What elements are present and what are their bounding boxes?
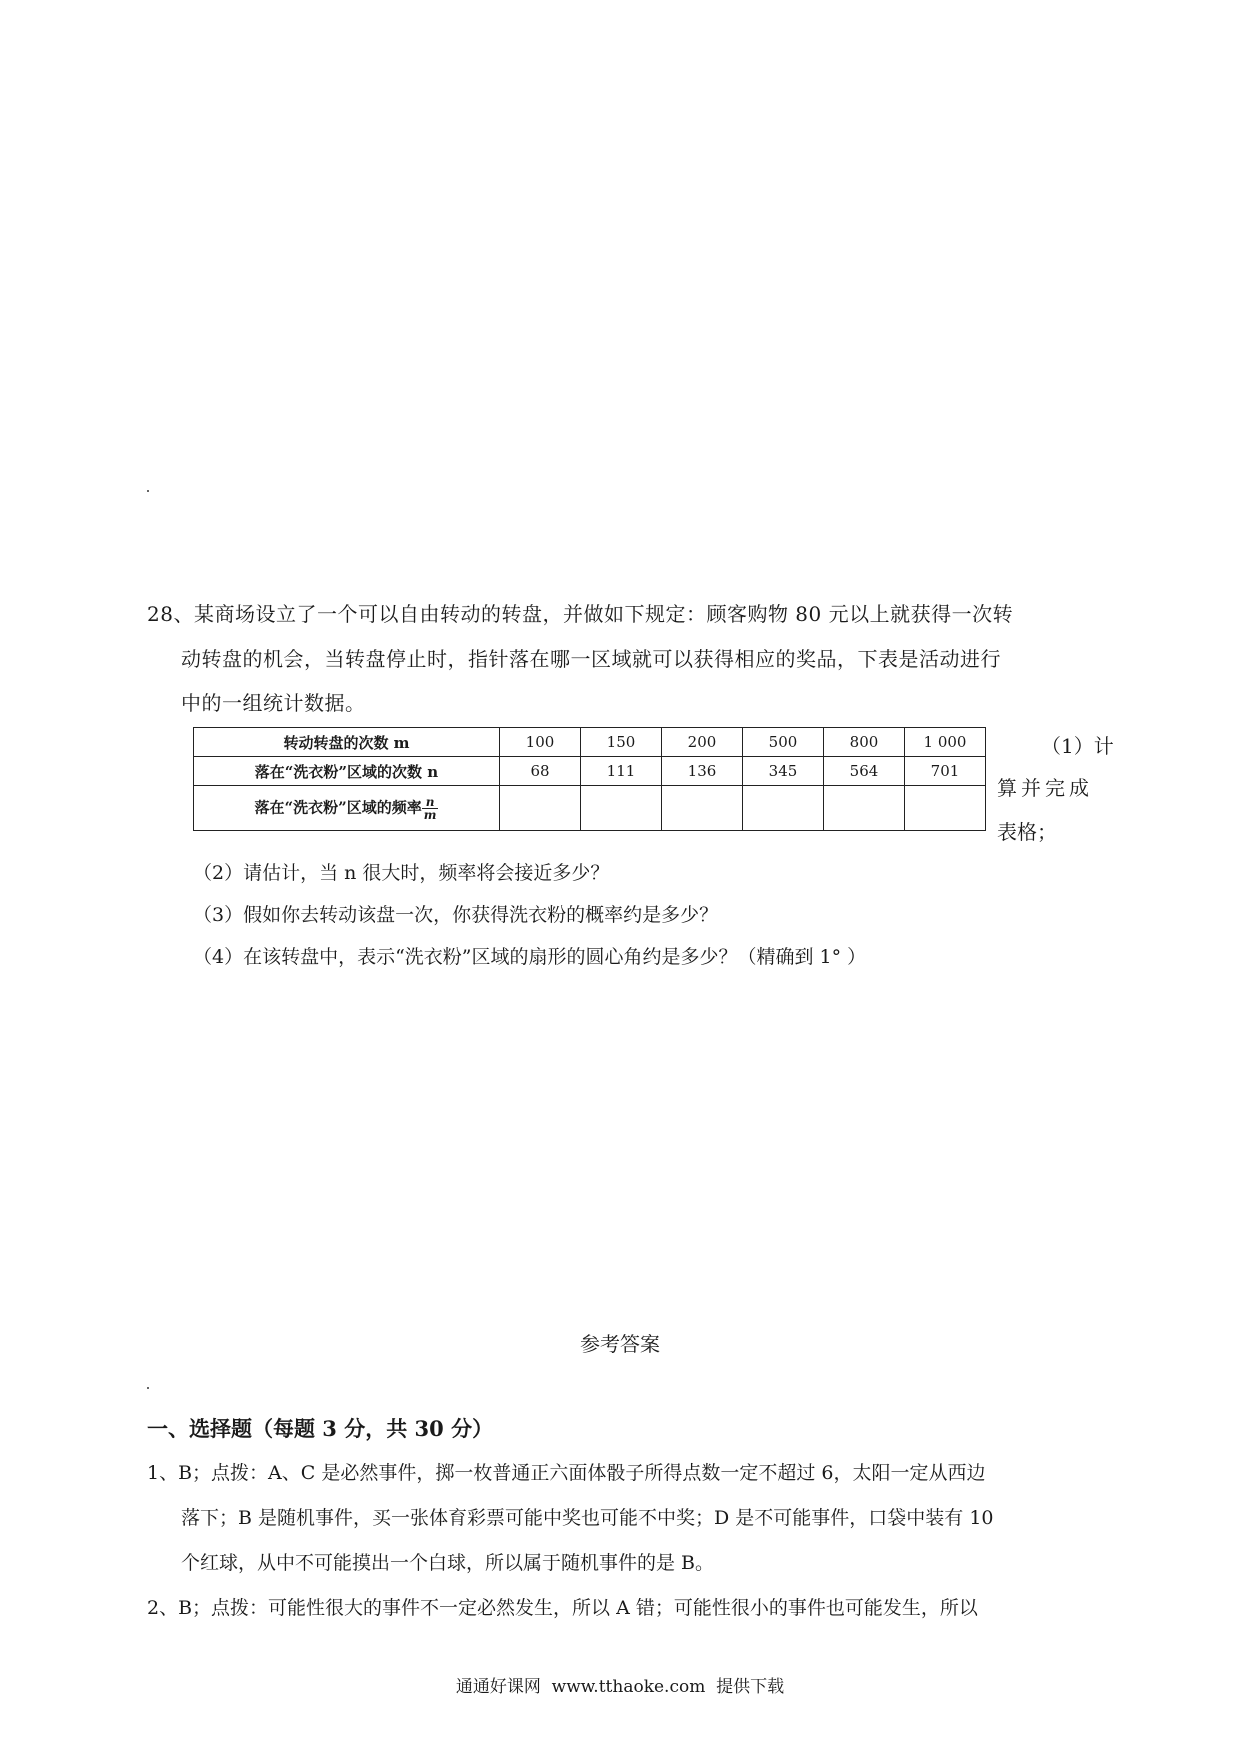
table-cell: 800 <box>824 728 905 757</box>
subquestion-4: （4）在该转盘中，表示“洗衣粉”区域的扇形的圆心角约是多少？（精确到 1° ） <box>193 946 867 968</box>
table-row <box>194 757 986 786</box>
fraction-numerator: n <box>422 796 439 809</box>
empty-cell <box>824 786 905 831</box>
fraction-denominator: m <box>423 807 437 822</box>
empty-cell <box>662 786 743 831</box>
table-cell: 500 <box>743 728 824 757</box>
side-note-line-2: 算并完成 <box>997 776 1093 800</box>
answer-1-line-3: 个红球，从中不可能摸出一个白球，所以属于随机事件的是 B。 <box>181 1552 715 1574</box>
answers-title: 参考答案 <box>580 1332 660 1356</box>
table-cell: 200 <box>662 728 743 757</box>
footer-credit: 通通好课网 www.tthaoke.com 提供下载 <box>455 1677 785 1697</box>
answer-1-line-1: 1、B；点拨：A、C 是必然事件，掷一枚普通正六面体骰子所得点数一定不超过 6，太阳一定从西边 <box>147 1462 986 1484</box>
table-row <box>194 728 986 757</box>
side-note-line-3: 表格； <box>997 820 1057 844</box>
row-label-hits: 落在“洗衣粉”区域的次数 n <box>194 757 500 786</box>
fraction-n-over-m <box>422 796 439 821</box>
table-cell: 1 000 <box>905 728 986 757</box>
question-28-line-1: 28、某商场设立了一个可以自由转动的转盘，并做如下规定：顾客购物 80 元以上就获得一次转 <box>147 602 1014 626</box>
frequency-label-text: 落在“洗衣粉”区域的频率 <box>254 798 422 816</box>
statistics-table <box>193 727 986 831</box>
table-cell: 345 <box>743 757 824 786</box>
scan-speck <box>147 490 149 492</box>
empty-cell <box>581 786 662 831</box>
section-1-heading: 一、选择题（每题 3 分，共 30 分） <box>147 1416 494 1441</box>
table-cell: 111 <box>581 757 662 786</box>
empty-cell <box>905 786 986 831</box>
subquestion-3: （3）假如你去转动该盘一次，你获得洗衣粉的概率约是多少？ <box>193 904 719 926</box>
table-row <box>194 786 986 831</box>
row-label-spins: 转动转盘的次数 m <box>194 728 500 757</box>
scan-speck <box>147 1387 149 1389</box>
table-cell: 150 <box>581 728 662 757</box>
row-label-frequency <box>194 786 500 831</box>
table-cell: 564 <box>824 757 905 786</box>
answer-1-line-2: 落下；B 是随机事件，买一张体育彩票可能中奖也可能不中奖；D 是不可能事件，口袋中装有 10 <box>181 1507 994 1529</box>
table-cell: 68 <box>500 757 581 786</box>
empty-cell <box>500 786 581 831</box>
table-cell: 701 <box>905 757 986 786</box>
question-28-line-3: 中的一组统计数据。 <box>181 691 366 715</box>
empty-cell <box>743 786 824 831</box>
table-cell: 100 <box>500 728 581 757</box>
table-cell: 136 <box>662 757 743 786</box>
answer-2-line-1: 2、B；点拨：可能性很大的事件不一定必然发生，所以 A 错；可能性很小的事件也可能发生，所以 <box>147 1597 978 1619</box>
question-28-line-2: 动转盘的机会，当转盘停止时，指针落在哪一区域就可以获得相应的奖品，下表是活动进行 <box>181 647 1001 671</box>
subquestion-2: （2）请估计，当 n 很大时，频率将会接近多少？ <box>193 862 610 884</box>
side-note-line-1: （1）计 <box>1041 734 1114 758</box>
